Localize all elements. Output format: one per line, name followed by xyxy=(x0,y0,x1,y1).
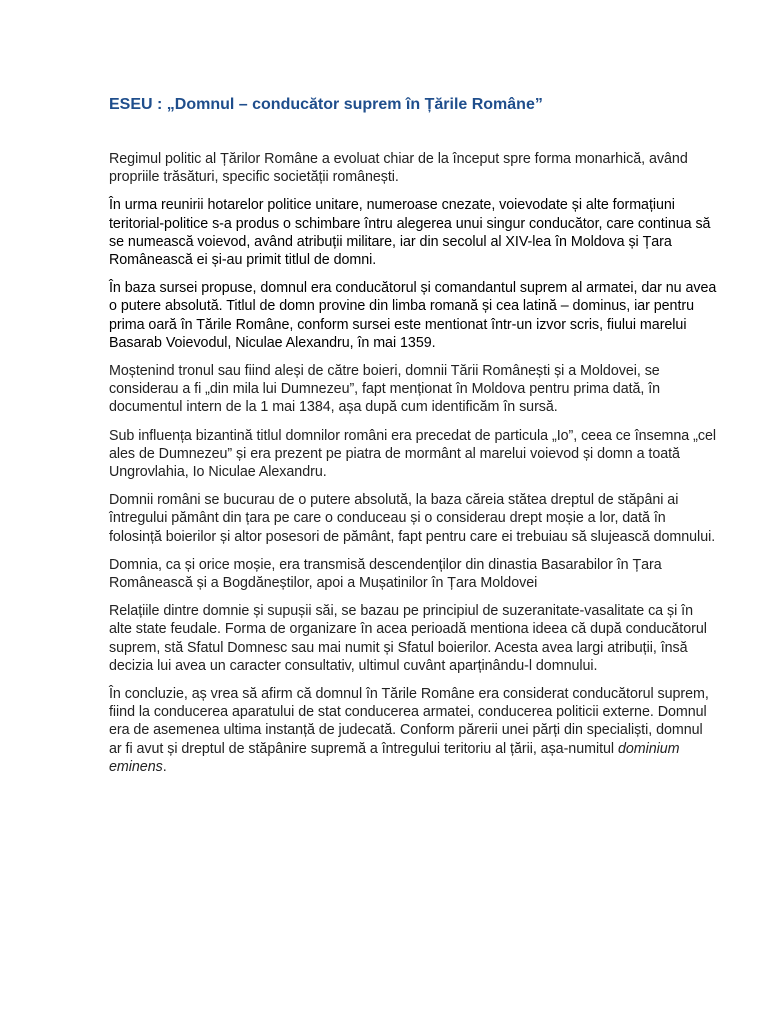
paragraph-absolute-power: Domnii români se bucurau de o putere absolută, la baza căreia stătea dreptul de stăpâni ai întregului pământ din țara pe care o conduceau și o considerau drept moșie a lor, dată în folosință boierilor și altor posesori de pământ, fapt pentru care ei trebuiau să slujească domnului. xyxy=(109,492,716,545)
paragraph-dynasties: Domnia, ca și orice moșie, era transmisă descendenților din dinastia Basarabilor în Țara Românească și a Bogdăneștilor, apoi a Mușatinilor în Țara Moldovei xyxy=(109,556,662,592)
paragraph-conclusion xyxy=(109,685,719,776)
document-body xyxy=(109,94,719,786)
essay-title: ESEU : „Domnul – conducător suprem în Țările Române” xyxy=(109,96,543,113)
conclusion-end: . xyxy=(162,758,167,775)
paragraph-relations: Relațiile dintre domnie și supușii săi, se bazau pe principiul de suzeranitate-vasalitate ca și în alte state feudale. Forma de organizare în acea perioadă mentiona ideea că după conducătorul suprem, stă Sfatul Domnesc sau mai numit și Sfatul boierilor. Acesta avea largi atribuții, însă decizia lui avea un caracter consultativ, ultimul cuvânt aparținându-l domnului. xyxy=(109,603,707,674)
conclusion-term: dominium eminens xyxy=(109,740,680,775)
paragraph-unification: În urma reunirii hotarelor politice unitare, numeroase cnezate, voievodate și alte formațiuni teritorial-politice s-a produs o schimbare întru alegerea unui singur conducător, care continua să se numească voievod, având atribuții militare, iar din secolul al XIV-lea în Moldova și Țara Românească ei și-au primit titlul de domni. xyxy=(109,197,711,269)
paragraph-byzantine: Sub influența bizantină titlul domnilor români era precedat de particula „Io”, ceea ce însemna „cel ales de Dumnezeu” și era prezent pe piatra de mormânt al marelui voievod și domn a toată Ungrovlahia, Io Niculae Alexandru. xyxy=(109,427,716,481)
paragraph-source: În baza sursei propuse, domnul era conducătorul și comandantul suprem al armatei, dar nu avea o putere absolută. Titlul de domn provine din limba romană și cea latină – dominus, iar pentru prima oară în Tările Române, conform sursei este mentionat într-un izvor scris, fiului marelui Basarab Voievodul, Niculae Alexandru, în mai 1359. xyxy=(109,280,717,351)
paragraph-intro: Regimul politic al Țărilor Române a evoluat chiar de la început spre forma monarhică, având propriile trăsături, specific societății românești. xyxy=(109,151,688,186)
conclusion-text: În concluzie, aș vrea să afirm că domnul în Tările Române era considerat conducătorul suprem, fiind la conducerea aparatului de stat conducerea armatei, conducerea politicii externe. Domnul era de asemenea ultima instanță de judecată. Conform părerii unei părți din specialiști, domnul ar fi avut și dreptul de stăpânire supremă a întregului teritoriu al țării, așa-numitul xyxy=(109,686,709,757)
paragraph-succession: Moștenind tronul sau fiind aleși de către boieri, domnii Tării Românești și a Moldovei, se considerau a fi „din mila lui Dumnezeu”, fapt menționat în Moldova pentru prima dată, în documentul intern de la 1 mai 1384, așa după cum identificăm în sursă. xyxy=(109,363,661,416)
